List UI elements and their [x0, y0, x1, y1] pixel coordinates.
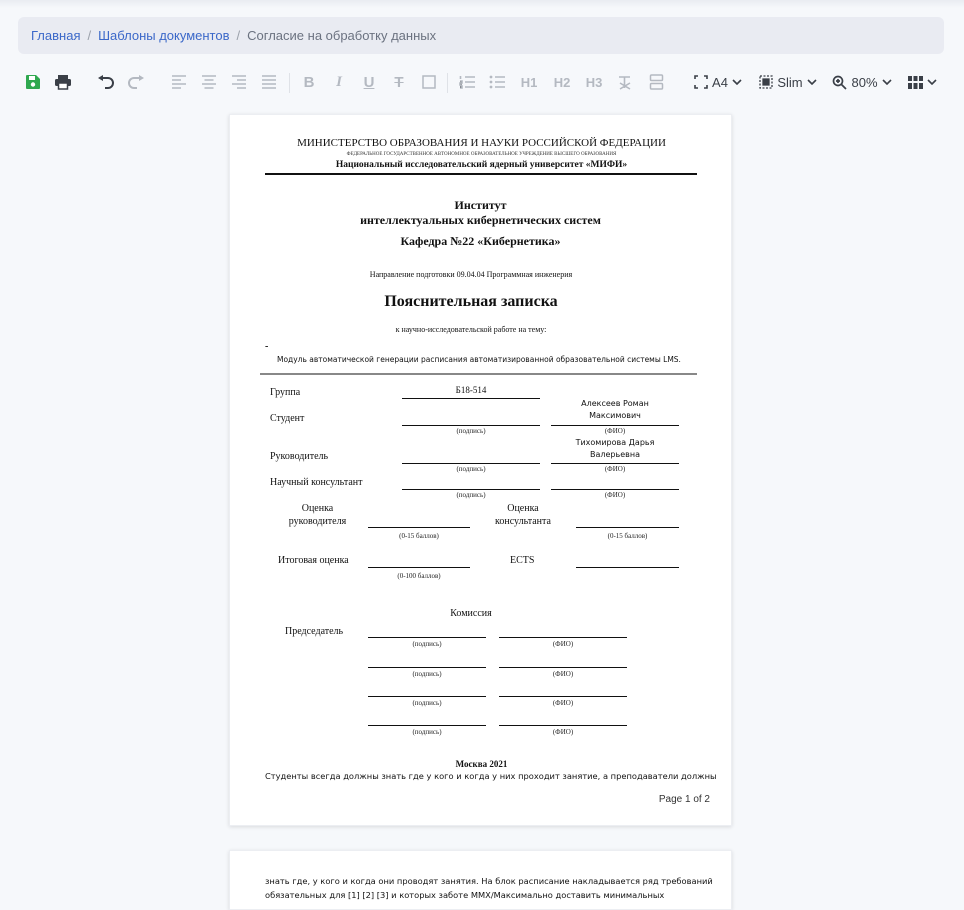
align-right-button[interactable]	[229, 64, 249, 100]
chevron-down-icon	[927, 79, 937, 85]
institute-line-2: интеллектуальных кибернетических систем	[360, 213, 601, 227]
bold-button[interactable]	[299, 64, 319, 100]
italic-button[interactable]	[329, 64, 349, 100]
page2-text-line-2: обязательных для [1] [2] [3] и которых заботе MMX/Максимально доставить минимальных	[265, 890, 665, 900]
city-year: Москва 2021	[455, 759, 508, 769]
dash-mark: -	[265, 341, 269, 352]
ordered-list-icon	[459, 75, 476, 89]
student-label: Студент	[270, 413, 305, 424]
commission-signature-caption: (подпись)	[412, 670, 442, 678]
supervisor-fio-caption: (ФИО)	[604, 465, 626, 473]
commission-fio-caption: (ФИО)	[552, 670, 574, 678]
topic-line: Модуль автоматической генерации расписания автоматизированной образовательной системы LMS.	[277, 355, 681, 364]
layout-dropdown[interactable]	[904, 64, 940, 100]
heading3-button[interactable]: H3	[585, 74, 603, 90]
square-icon	[422, 75, 436, 89]
breadcrumb-separator: /	[236, 28, 241, 43]
strikethrough-button[interactable]	[389, 64, 409, 100]
commission-fio-line	[499, 667, 627, 668]
chevron-down-icon	[732, 79, 742, 85]
final-grade-line	[368, 567, 470, 568]
student-signature-caption: (подпись)	[456, 427, 486, 435]
breadcrumb-current: Согласие на обработку данных	[247, 28, 437, 43]
toolbar-divider	[447, 73, 448, 93]
margins-dropdown[interactable]	[756, 64, 820, 100]
student-name-line-1: Алексеев Роман	[581, 399, 649, 408]
final-grade-label: Итоговая оценка	[278, 555, 349, 566]
grade-supervisor-caption: (0-15 баллов)	[399, 532, 439, 540]
redo-button[interactable]	[125, 64, 147, 100]
breadcrumb-separator: /	[87, 28, 92, 43]
student-name-line-2: Максимович	[589, 411, 641, 420]
ordered-list-button[interactable]	[456, 64, 478, 100]
print-icon	[54, 74, 72, 90]
supervisor-name-line-2: Валерьевна	[590, 450, 640, 459]
fullscreen-icon	[694, 75, 708, 89]
heading1-button[interactable]: H1	[520, 74, 538, 90]
grade-supervisor-line-2: руководителя	[288, 516, 347, 527]
page-number: Page 1 of 2	[658, 794, 710, 805]
university-line: Национальный исследовательский ядерный университет «МИФИ»	[335, 160, 628, 170]
page2-text-line-1: знать где, у кого и когда они проводят занятия. На блок расписание накладывается ряд требований	[265, 876, 713, 886]
document-page-1[interactable]	[229, 114, 732, 826]
underline-icon: U	[363, 73, 375, 91]
consultant-signature-line	[402, 489, 540, 490]
zoom-value: 80%	[851, 74, 878, 90]
student-fio-caption: (ФИО)	[604, 427, 626, 435]
institute-line-1: Институт	[454, 198, 507, 212]
commission-signature-caption: (подпись)	[412, 699, 442, 707]
commission-heading: Комиссия	[450, 608, 492, 619]
chevron-down-icon	[882, 79, 892, 85]
align-justify-icon	[261, 75, 277, 89]
undo-button[interactable]	[95, 64, 117, 100]
page-size-value: A4	[712, 74, 728, 90]
align-center-button[interactable]	[199, 64, 219, 100]
align-center-icon	[201, 75, 217, 89]
redo-icon	[127, 75, 145, 89]
breadcrumb-home-link[interactable]: Главная	[31, 28, 81, 43]
group-value: Б18-514	[455, 385, 487, 395]
undo-icon	[97, 75, 115, 89]
align-justify-button[interactable]	[259, 64, 279, 100]
save-button[interactable]	[23, 64, 43, 100]
group-underline	[402, 398, 540, 399]
grade-consultant-line	[576, 527, 679, 528]
grade-consultant-line-2: консультанта	[495, 516, 551, 527]
ects-line	[576, 567, 679, 568]
align-left-button[interactable]	[169, 64, 189, 100]
commission-signature-line	[368, 696, 486, 697]
commission-signature-line	[368, 725, 486, 726]
align-right-icon	[231, 75, 247, 89]
bold-icon: B	[303, 73, 315, 91]
strikethrough-icon: T	[394, 73, 404, 91]
direction-line: Направление подготовки 09.04.04 Программная инженерия	[369, 270, 573, 279]
border-button[interactable]	[419, 64, 439, 100]
grid-icon	[908, 76, 923, 89]
italic-icon: I	[336, 73, 342, 90]
consultant-label: Научный консультант	[270, 477, 363, 488]
document-title: Пояснительная записка	[384, 293, 558, 310]
federal-line: ФЕДЕРАЛЬНОЕ ГОСУДАРСТВЕННОЕ АВТОНОМНОЕ ОБРАЗОВАТЕЛЬНОЕ УЧРЕЖДЕНИЕ ВЫСШЕГО ОБРАЗОВАНИЯ	[346, 152, 617, 157]
breadcrumb-templates-link[interactable]: Шаблоны документов	[98, 28, 230, 43]
commission-fio-line	[499, 725, 627, 726]
print-button[interactable]	[52, 64, 74, 100]
commission-fio-caption: (ФИО)	[552, 699, 574, 707]
student-fio-line	[551, 425, 679, 426]
final-grade-caption: (0-100 баллов)	[397, 572, 441, 580]
supervisor-signature-line	[402, 463, 540, 464]
page-size-dropdown[interactable]	[690, 64, 746, 100]
commission-signature-caption: (подпись)	[412, 728, 442, 736]
bullet-list-button[interactable]	[486, 64, 508, 100]
grade-consultant-caption: (0-15 баллов)	[607, 532, 648, 540]
align-left-icon	[171, 75, 187, 89]
underline-button[interactable]	[359, 64, 379, 100]
zoom-dropdown[interactable]	[830, 64, 894, 100]
ects-label: ECTS	[510, 555, 535, 566]
heading2-button[interactable]: H2	[553, 74, 571, 90]
chevron-down-icon	[807, 79, 817, 85]
commission-signature-caption: (подпись)	[412, 640, 442, 648]
group-label: Группа	[270, 387, 301, 398]
top-shadow	[0, 0, 964, 8]
commission-fio-line	[499, 696, 627, 697]
clear-format-icon	[617, 75, 633, 90]
consultant-fio-caption: (ФИО)	[604, 491, 626, 499]
commission-signature-line	[368, 667, 486, 668]
supervisor-name-line-1: Тихомирова Дарья	[575, 438, 655, 447]
page-break-button[interactable]	[645, 64, 667, 100]
consultant-fio-line	[551, 489, 679, 490]
topic-rule	[260, 373, 697, 375]
chairman-label: Председатель	[285, 626, 344, 637]
department-line: Кафедра №22 «Кибернетика»	[400, 234, 561, 248]
student-signature-line	[402, 425, 540, 426]
bullet-list-icon	[489, 75, 506, 89]
page-break-icon	[649, 74, 664, 90]
supervisor-label: Руководитель	[270, 451, 329, 462]
grade-supervisor-line	[368, 527, 470, 528]
grade-supervisor-line-1: Оценка	[301, 503, 334, 514]
editor-toolbar	[0, 64, 964, 100]
body-text-line: Студенты всегда должны знать где у кого и когда у них проходит занятие, а преподаватели должны	[265, 771, 717, 781]
toolbar-divider	[289, 73, 290, 93]
clear-format-button[interactable]	[614, 64, 636, 100]
document-page-2[interactable]	[229, 850, 732, 910]
zoom-icon	[832, 75, 847, 90]
commission-fio-caption: (ФИО)	[552, 728, 574, 736]
grade-consultant-line-1: Оценка	[507, 503, 539, 514]
consultant-signature-caption: (подпись)	[456, 491, 486, 499]
document-subtitle: к научно-исследовательской работе на тему:	[395, 325, 547, 334]
margins-icon	[759, 75, 773, 89]
ministry-line: МИНИСТЕРСТВО ОБРАЗОВАНИЯ И НАУКИ РОССИЙСКОЙ ФЕДЕРАЦИИ	[297, 137, 666, 149]
margins-value: Slim	[777, 74, 803, 90]
header-rule	[265, 173, 697, 175]
commission-fio-caption: (ФИО)	[552, 640, 574, 648]
commission-signature-line	[368, 637, 486, 638]
save-icon	[25, 74, 41, 90]
breadcrumb	[18, 17, 944, 54]
supervisor-fio-line	[551, 463, 679, 464]
supervisor-signature-caption: (подпись)	[456, 465, 486, 473]
commission-fio-line	[499, 637, 627, 638]
